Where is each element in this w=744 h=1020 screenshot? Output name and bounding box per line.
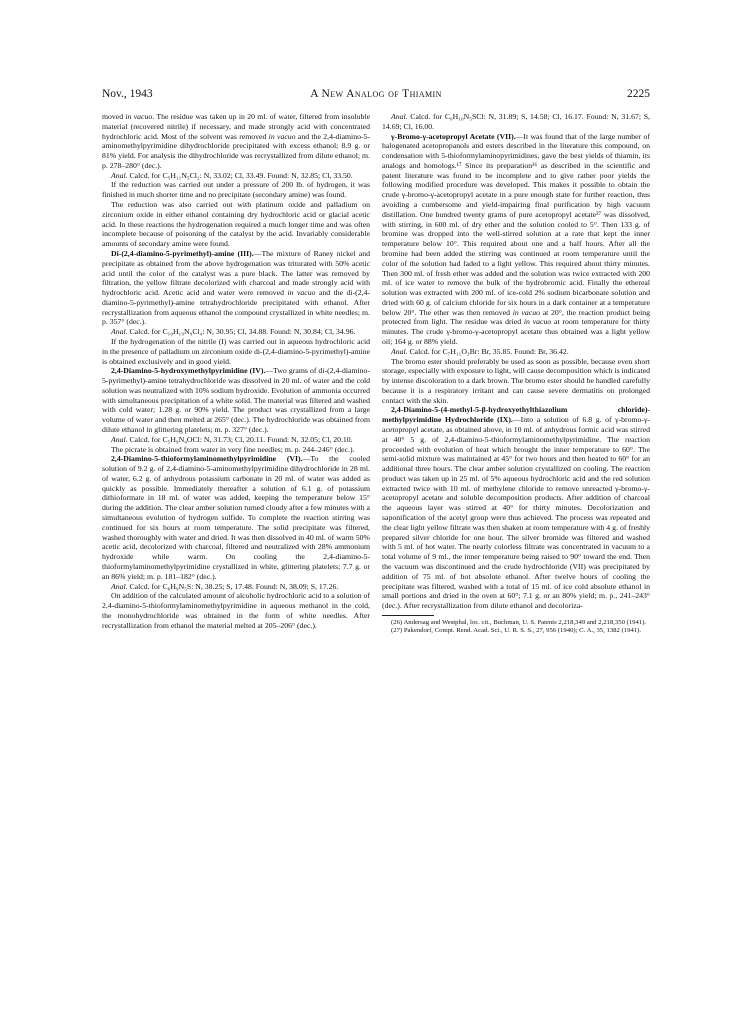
text-run: —The mixture of Raney nickel and precipitate as obtained from the above hydrogenation was triturated with 50% acetic acid until the color of the catalyst was a pure black. The latter was removed by filtration, the yellow filtrate decolorized with charcoal and made strongly acid with hydrochloric acid. Acetic acid and water were removed	[102, 248, 370, 298]
paragraph	[102, 337, 370, 366]
right-column-body	[382, 112, 650, 611]
header-page-number: 2225	[627, 88, 650, 100]
run-in-heading: 2,4-Diamino-5-hydroxymethylpyrimidine (IV).	[111, 366, 266, 376]
text-run: moved	[102, 112, 126, 121]
paragraph	[102, 445, 370, 455]
text-run: The reduction was also carried out with platinum oxide and palladium on zirconium oxide in either ethanol containing dry hydrochloric acid or glacial acetic acid. In these reactions the hydrogenation required a much longer time and was often incomplete because of poisoning of the catalyst by the acid. Invariably considerable amounts of secondary amine were found.	[102, 200, 370, 249]
text-run: If the reduction was carried out under a pressure of 200 lb. of hydrogen, it was finished in much shorter time and no precipitate (secondary amine) was found.	[102, 180, 370, 200]
paragraph	[382, 357, 650, 406]
paragraph	[102, 180, 370, 200]
paragraph	[102, 366, 370, 434]
running-header	[102, 88, 650, 104]
text-run: Calcd. for C₅H₉N₄OCl: N, 31.73; Cl, 20.11. Found: N, 32.05; Cl, 20.10.	[127, 434, 353, 444]
text-run: Calcd. for C₅H₁₁N₅Cl₂: N, 33.02; Cl, 33.49. Found: N, 32.85; Cl, 33.50.	[127, 170, 353, 180]
paragraph	[102, 454, 370, 581]
italic-text: in vacuo	[125, 112, 153, 121]
italic-text: Anal.	[111, 581, 128, 591]
italic-text: Anal.	[111, 327, 128, 337]
paragraph	[102, 112, 370, 171]
text-run: The picrate is obtained from water in very fine needles; m. p. 244–246° (dec.).	[111, 444, 355, 454]
italic-text: in vacuo	[512, 307, 540, 317]
run-in-heading: 2,4-Diamino-5-thioformylaminomethylpyrimidine (VI).	[111, 454, 303, 464]
text-run: —To the cooled solution of 9.2 g. of 2,4-diamino-5-aminomethylpyrimidine dihydrochloride in 28 ml. of water, 6.2 g. of anhydrous potassium carbonate in 20 ml. of water was added as quickly as possible. Immediately thereafter a solution of 6.1 g. of potassium dithioformate in 18 ml. of water was added, keeping the temperature below 15° during the addition. The clear amber solution turned cloudy after a few minutes with a simultaneous evolution of hydrogen sulfide. To complete the reaction stirring was continued for six hours at room temperature. The solid precipitate was filtered, washed thoroughly with water and dried. It was then dissolved in 40 ml. of warm 50% acetic acid, decolorized with charcoal, filtered and neutralized with 28% ammonium hydroxide while warm. On cooling the 2,4-diamino-5-thioformylaminomethylpyrimidine crystallized in white, glittering platelets; 7.7 g. or an 86% yield; m. p. 181–182° (dec.).	[102, 454, 370, 581]
left-column	[102, 112, 370, 630]
header-title: A New Analog of Thiamin	[310, 88, 442, 100]
text-run: —Two grams of di-(2,4-diamino-5-pyrimethyl)-amine tetrahydrochloride was dissolved in 20 ml. of water and the cold solution was neutralized with 10% sodium hydroxide. Evolution of ammonia occurred with simultaneous precipitation of a white solid. The material was filtered and washed with cold water; 1.28 g. or 90% yield. The product was crystallized from a large volume of water and then melted at 265° (dec.). The hydrochloride was obtained from dilute ethanol in glittering platelets; m. p. 327° (dec.).	[102, 366, 370, 434]
text-run: at 20°, the reaction product being protected from light. The residue was dried	[382, 307, 650, 327]
text-run: Calcd. for C₆H₁₀N₅SCl: N, 31.89; S, 14.58; Cl, 16.17. Found: N, 31.67; S, 14.69; Cl, 16.00.	[382, 112, 650, 131]
paragraph	[102, 435, 370, 445]
header-date: Nov., 1943	[102, 88, 153, 100]
italic-text: Anal.	[391, 346, 408, 356]
paragraph	[382, 405, 650, 610]
text-run: Calcd. for C₆H₉N₅S: N, 38.25; S, 17.48. Found: N, 38.09; S, 17.26.	[127, 581, 339, 591]
footnote: (27) Pakendorf, Compt. Rend. Acad. Sci., U. R. S. S., 27, 956 (1940); C. A., 35, 1382 (1941).	[391, 627, 642, 635]
text-run: and the di-(2,4-diamino-5-pyrimethyl)-amine tetrahydrochloride precipitated with ethanol. After recrystallization from aqueous ethanol the compound crystallized in white needles; m. p. 357° (dec.).	[102, 288, 371, 327]
text-run: —It was found that of the large number of halogenated acetopropanols and esters described in the literature this compound, on condensation with 5-thioformylaminopyrimidines, gave the best yields of thiamin, its analogs and homologs.¹⁷ Since its preparation²⁶ as described in the scientific and patent literature was found to be incomplete and to give rather poor yields the following modified procedure was developed. This makes it possible to obtain the crude γ-bromo-γ-acetopropyl acetate in a pure enough state for further reaction, thus avoiding a cumbersome and yield-impairing final purification by high vacuum distillation. One hundred twenty grams of pure acetopropyl acetate²⁷ was dissolved, with stirring, in 600 ml. of dry ether and the solution cooled to 5°. Then 133 g. of bromine was dropped into the well-stirred solution at a rate that kept the inner temperature below 10°. This required about one and a half hours. After all the bromine had been added the stirring was continued at room temperature until the color of the solution had faded to a light yellow. This required about thirty minutes. Then 300 ml. of fresh ether was added and the solution was twice extracted with 200 ml. of ice water to remove the bulk of the hydrobromic acid. Finally the ethereal solution was extracted with 200 ml. of ice-cold 2% sodium bicarbonate solution and dried with 60 g. of calcium chloride for six hours in a dark container at a temperature below 20°. The ether was then removed	[382, 131, 650, 317]
text-run: The bromo ester should preferably be used as soon as possible, because even short storage, especially with exposure to light, will cause decomposition which is indicated by intense discoloration to a dark brown. The bromo ester should be handled carefully because it is a respiratory irritant and can cause severe dermatitis on prolonged contact with the skin.	[382, 356, 650, 405]
run-in-heading: γ-Bromo-γ-acetopropyl Acetate (VII).	[391, 131, 516, 141]
text-run: On addition of the calculated amount of alcoholic hydrochloric acid to a solution of 2,4-diamino-5-thioformylaminomethylpyrimidine in aqueous methanol in the cold, the monohydrochloride was obtained in the form of white needles. After recrystallization from ethanol the material melted at 205–206° (dec.).	[102, 591, 370, 630]
run-in-heading: Di-(2,4-diamino-5-pyrimethyl)-amine (III).	[111, 248, 254, 258]
footnotes	[382, 619, 650, 636]
paragraph	[102, 171, 370, 181]
italic-text: in vacuo	[287, 288, 316, 298]
footnote-rule	[382, 615, 434, 616]
paragraph	[382, 347, 650, 357]
paragraph	[102, 327, 370, 337]
text-run: If the hydrogenation of the nitrile (I) was carried out in aqueous hydrochloric acid in the presence of palladium on zirconium oxide di-(2,4-diamino-5-pyrimethyl)-amine is obtained exclusively and in good yield.	[102, 336, 370, 366]
text-run: —Into a solution of 6.8 g. of γ-bromo-γ-acetopropyl acetate, as obtained above, in 10 ml. of anhydrous formic acid was stirred at 40° 5 g. of 2,4-diamino-5-thioformylaminomethylpyrimidine. The reaction proceeded with evolution of heat which brought the inner temperature to 60°. The semi-solid mixture was maintained at 45° for two hours and then heated to 60° for an additional three hours. The clear amber solution crystallized on cooling. The reaction product was taken up in 25 ml. of 5% aqueous hydrochloric acid and the red solution extracted twice with 10 ml. of methylene chloride to remove unreacted γ-bromo-γ-acetopropyl acetate and soluble decomposition products. After addition of charcoal the aqueous layer was stirred at 40° for thirty minutes. Decolorization and saponification of the acetyl group were thus achieved. The process was repeated and the clear light yellow filtrate was then shaken at room temperature with 4 g. of freshly prepared silver chloride for one hour. The silver bromide was filtered and washed with 5 ml. of hot water. The nearly colorless filtrate was concentrated in vacuum to a total volume of 9 ml., the inner temperature being raised to 90° toward the end. Then the vacuum was discontinued and the crude hydrochloride (VII) was precipitated by addition of 75 ml. of hot absolute ethanol. After twelve hours of cooling the precipitate was filtered, washed with a total of 15 ml. of ice cold absolute ethanol in small portions and dried in the oven at 60°; 7.1 g. or an 80% yield; m. p., 241–243° (dec.). After recrystallization from dilute ethanol and decoloriza-	[382, 415, 650, 611]
italic-text: Anal.	[111, 434, 128, 444]
text-run: Calcd. for C₁₀H₁₉N₉Cl₄: N, 30.95; Cl, 34.88. Found: N, 30.84; Cl, 34.96.	[127, 327, 356, 337]
paragraph	[102, 591, 370, 630]
paragraph	[102, 582, 370, 592]
italic-text: Anal.	[111, 170, 128, 180]
text-run: at room temperature for thirty minutes. The crude γ-bromo-γ-acetopropyl acetate thus obtained was a light yellow oil; 164 g. or 88% yield.	[382, 317, 650, 346]
footnote: (26) Andersag and Westphal, loc. cit., Buchman, U. S. Patents 2,218,349 and 2,218,350 (1941).	[391, 618, 647, 626]
paragraph	[102, 200, 370, 249]
italic-text: Anal.	[391, 112, 408, 121]
paragraph	[102, 249, 370, 327]
right-column	[382, 112, 650, 635]
text-run: and the 2,4-diamino-5-aminomethylpyrimidine dihydrochloride precipitated with excess ethanol; 8.9 g. or 81% yield. For analysis the dihydrochloride was recrystallized from dilute ethanol; m. p. 278–280° (dec.).	[102, 131, 370, 170]
paragraph	[382, 112, 650, 132]
italic-text: in vacuo	[268, 131, 296, 141]
run-in-heading: 2,4-Diamino-5-(4-methyl-5-β-hydroxyethylthiazolium chloride)-methylpyrimidine Hydrochloride (IX).	[382, 405, 650, 425]
text-run: . The residue was taken up in 20 ml. of water, filtered from insoluble material (recovered nitrile) if necessary, and made strongly acid with concentrated hydrochloric acid. Most of the solvent was removed	[102, 112, 371, 141]
text-run: Calcd. for C₇H₁₁O₃Br: Br, 35.85. Found: Br, 36.42.	[407, 346, 569, 356]
paragraph	[382, 132, 650, 347]
italic-text: in vacuo	[523, 317, 552, 327]
